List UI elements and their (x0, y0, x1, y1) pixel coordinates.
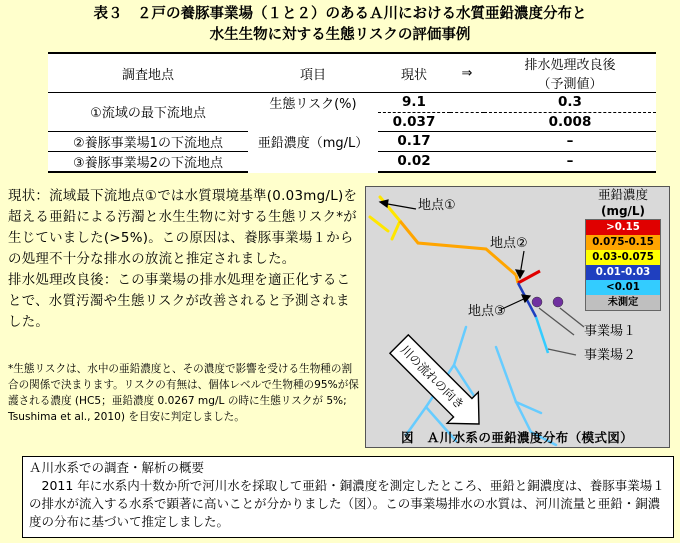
legend-unit: (mg/L) (600, 204, 646, 218)
row3-site: ②養豚事業場1の下流地点 (48, 131, 248, 151)
header-current: 現状 (378, 53, 450, 93)
legend-swatch: 0.075-0.15 (585, 235, 661, 250)
table-title-line2: 水生生物に対する生態リスクの評価事例 (209, 27, 471, 43)
legend-swatch: 0.03-0.075 (585, 250, 661, 265)
row4-current: 0.02 (378, 151, 450, 172)
row1-improved: 0.3 (484, 93, 656, 113)
row3-improved: – (484, 131, 656, 151)
body-text (8, 186, 358, 333)
summary-text: 2011 年に水系内十数か所で河川水を採取して亜鉛・銅濃度を測定したところ、亜鉛と銅濃度は、養豚事業場１の排水が流入する水系で顕著に高いことが分かりました（図）。この事業場排水の水質は、河川流量と亜鉛・銅濃度の分布に基づいて推定しました。 (29, 478, 665, 529)
flow-direction-label: 川の流れの向き (397, 342, 467, 412)
row1-item: 生態リスク(%) (269, 97, 357, 112)
header-site: 調査地点 (48, 53, 248, 93)
figure-caption: 図 Ａ川水系の亜鉛濃度分布（模式図） (400, 430, 634, 445)
row2-item: 亜鉛濃度（mg/L） (257, 136, 369, 152)
row2-current: 0.037 (378, 112, 450, 131)
point1-label: 地点① (418, 198, 456, 213)
footnote-text: *生態リスクは、水中の亜鉛濃度と、その濃度で影響を受ける生物種の割合の関係で決まります。リスクの有無は、個体レベルで生物種の95%が保護される濃度 (HC5；亜鉛濃度 0.0267 mg/L の時に生態リスクが 5%; Tsushima et al., 2010) を目安に判定しました。 (8, 363, 359, 423)
row4-site: ③養豚事業場2の下流地点 (48, 151, 248, 172)
header-item: 項目 (248, 53, 378, 93)
header-improved-line2: （予測値） (537, 77, 603, 92)
legend-swatch: 0.01-0.03 (585, 265, 661, 280)
legend-title: 亜鉛濃度 (597, 187, 648, 202)
results-table (48, 52, 656, 173)
legend-swatch: <0.01 (585, 280, 661, 295)
table-title-line1: 表３ ２戸の養豚事業場（１と２）のあるＡ川における水質亜鉛濃度分布と (93, 6, 587, 22)
legend-swatches (585, 219, 661, 311)
summary-box (22, 456, 674, 538)
summary-heading: Ａ川水系での調査・解析の概要 (29, 460, 205, 475)
legend-swatch: 未測定 (585, 295, 661, 311)
header-improved (484, 53, 656, 93)
facility1-label: 事業場１ (584, 324, 637, 339)
row1-current: 9.1 (378, 93, 450, 113)
point2-label: 地点② (490, 236, 528, 251)
footnote (8, 361, 360, 425)
legend-swatch: >0.15 (585, 219, 661, 235)
row2-improved: 0.008 (484, 112, 656, 131)
row1-site: ①流域の最下流地点 (48, 93, 248, 132)
body-para-improved: 排水処理改良後：この事業場の排水処理を適正化することで、水質汚濁や生態リスクが改善されると予測されました。 (8, 273, 351, 330)
body-para-current: 現状：流域最下流地点①では水質環境基準(0.03mg/L)を超える亜鉛による汚濁と水生生物に対する生態リスク*が生じていました(>5%)。この原因は、養豚事業場１からの処理不十分な排水の放流と推定されました。 (8, 189, 358, 267)
concentration-legend (585, 186, 661, 311)
row3-current: 0.17 (378, 131, 450, 151)
facility2-label: 事業場２ (584, 348, 637, 363)
header-arrow: ⇒ (450, 53, 484, 93)
header-improved-line1: 排水処理改良後 (524, 58, 616, 73)
row4-improved: – (484, 151, 656, 172)
point3-label: 地点③ (468, 304, 506, 319)
